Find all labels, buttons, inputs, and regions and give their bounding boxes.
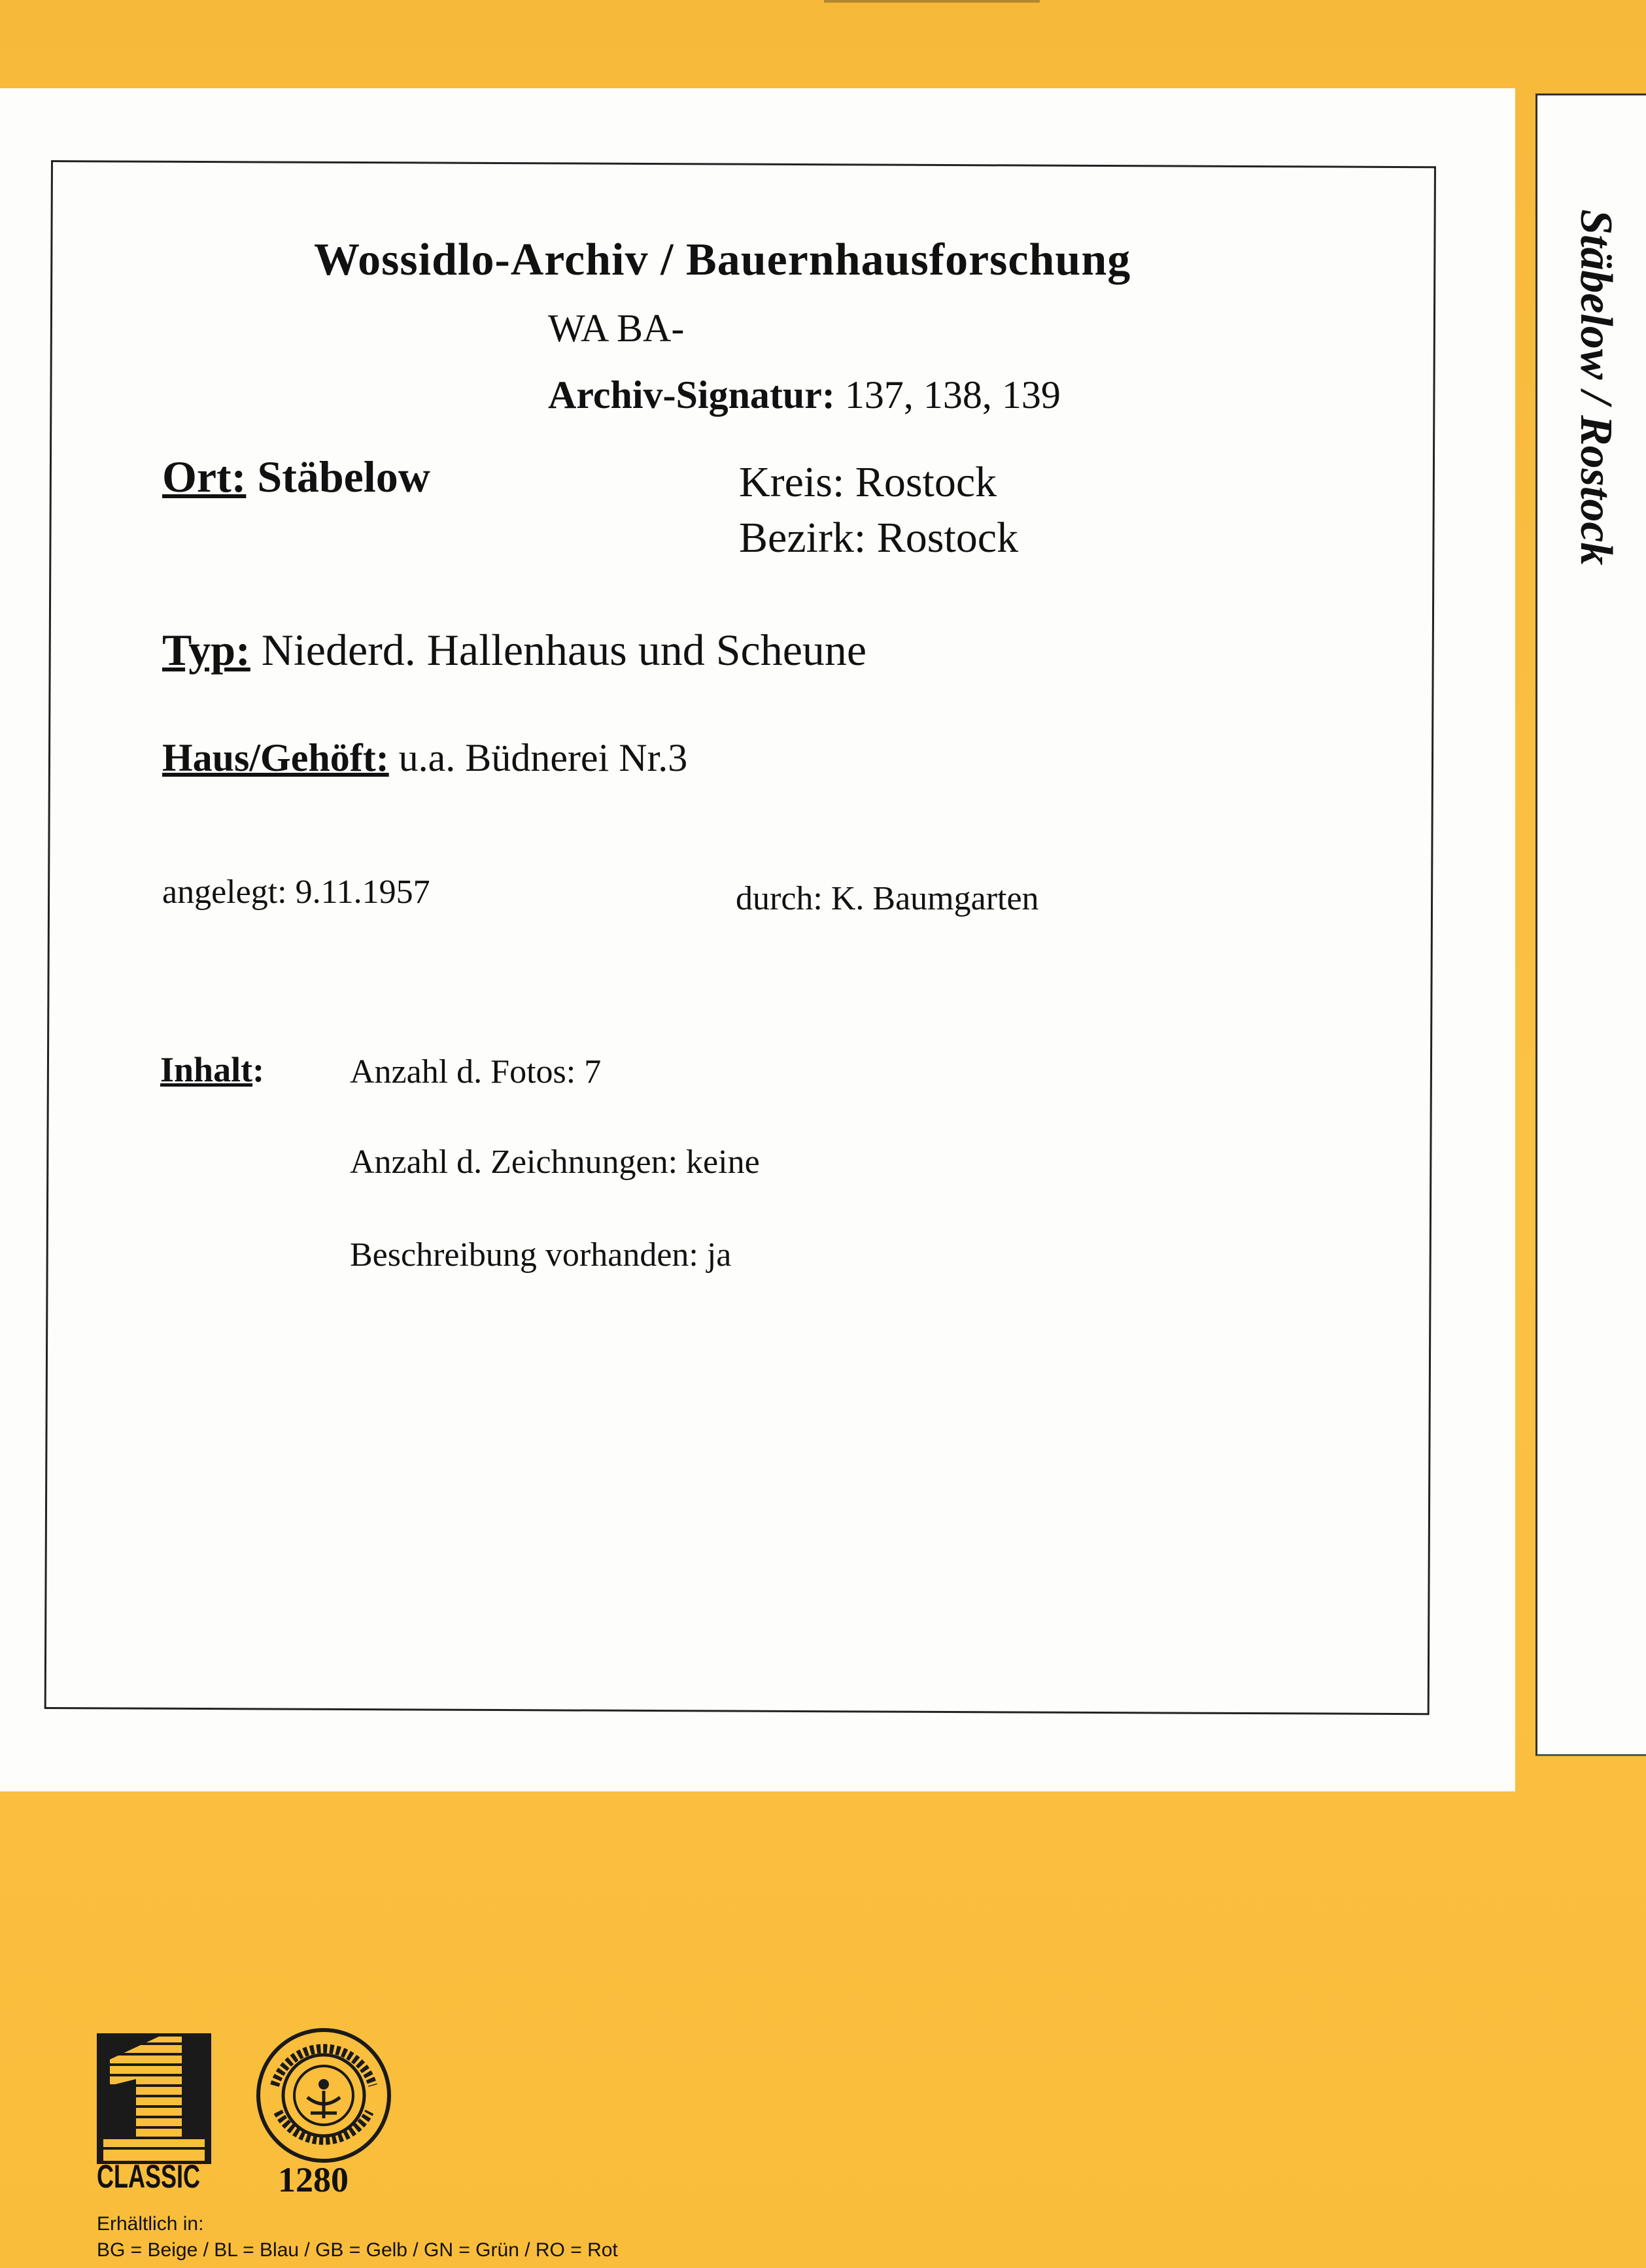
classic-one-logo [97, 2033, 211, 2164]
availability-colors: BG = Beige / BL = Blau / GB = Gelb / GN = Grün / RO = Rot [97, 2239, 618, 2261]
contents-label-colon: : [252, 1050, 265, 1089]
product-number: 1280 [278, 2160, 349, 2199]
created-date: angelegt: 9.11.1957 [162, 873, 430, 911]
typ-field [162, 624, 866, 676]
brand-name: CLASSIC [97, 2158, 201, 2195]
typ-value: Niederd. Hallenhaus und Scheune [261, 625, 867, 675]
tab-label: Stäbelow / Rostock [1571, 209, 1621, 566]
environment-seal-logo [255, 2027, 392, 2164]
contents-label [160, 1049, 264, 1090]
haus-field [162, 736, 687, 781]
tab-label-wrapper [1553, 209, 1645, 667]
ort-field [162, 451, 430, 503]
haus-value: u.a. Büdnerei Nr.3 [398, 736, 688, 779]
signature-value: 137, 138, 139 [844, 373, 1061, 416]
signature-label: Archiv-Signatur: [548, 373, 835, 416]
wa-ba-field: WA BA- [548, 307, 685, 350]
typ-label: Typ: [162, 625, 250, 675]
archive-signature [548, 373, 1061, 418]
drawing-count: Anzahl d. Zeichnungen: keine [350, 1143, 760, 1181]
bezirk-field: Bezirk: Rostock [739, 514, 1019, 562]
kreis-field: Kreis: Rostock [739, 458, 997, 506]
contents-label-text: Inhalt [160, 1050, 253, 1089]
scan-edge-mark [824, 0, 1040, 3]
archive-title: Wossidlo-Archiv / Bauernhausforschung [314, 235, 1131, 285]
availability-label: Erhältlich in: [97, 2213, 204, 2235]
ort-value: Stäbelow [257, 452, 430, 501]
description-available: Beschreibung vorhanden: ja [350, 1236, 732, 1274]
created-by: durch: K. Baumgarten [736, 880, 1039, 917]
ort-label: Ort: [162, 452, 247, 501]
haus-label: Haus/Gehöft: [162, 736, 389, 779]
photo-count: Anzahl d. Fotos: 7 [350, 1053, 602, 1091]
